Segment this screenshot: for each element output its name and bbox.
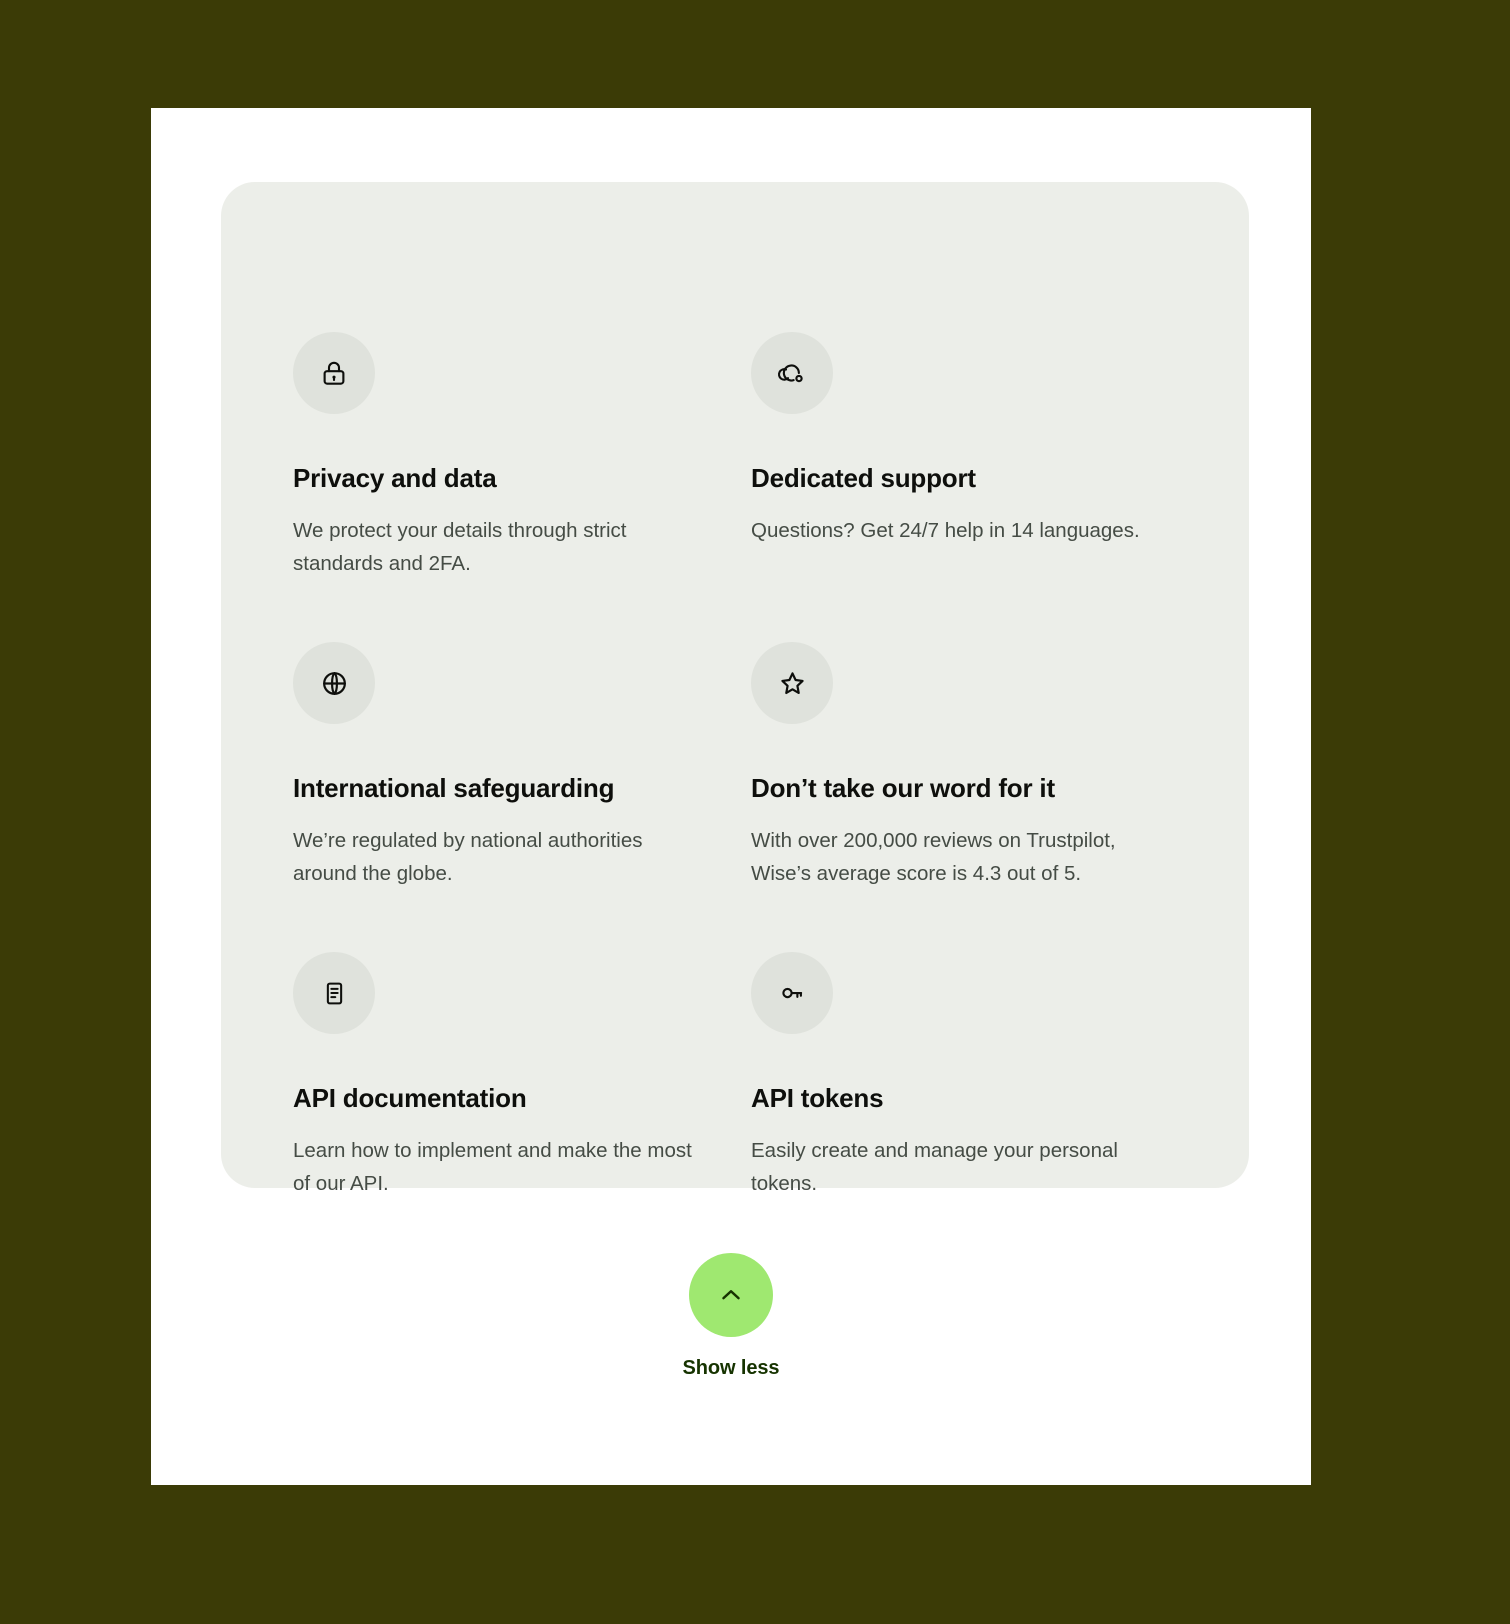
key-icon bbox=[751, 952, 833, 1034]
lock-icon bbox=[293, 332, 375, 414]
feature-privacy-and-data bbox=[293, 332, 751, 642]
feature-title: API documentation bbox=[293, 1083, 527, 1113]
content-sheet bbox=[151, 108, 1311, 1485]
feature-dont-take-our-word-for-it bbox=[751, 642, 1193, 952]
feature-dedicated-support bbox=[751, 332, 1193, 642]
feature-description: Questions? Get 24/7 help in 14 languages. bbox=[751, 519, 1140, 542]
features-card bbox=[221, 182, 1249, 1195]
feature-api-tokens bbox=[751, 952, 1193, 1262]
feature-description: With over 200,000 reviews on Trustpilot, Wise’s average score is 4.3 out of 5. bbox=[751, 829, 1116, 885]
features-grid bbox=[293, 182, 1193, 1195]
feature-title: International safeguarding bbox=[293, 773, 615, 803]
show-less-section bbox=[151, 1253, 1311, 1380]
chevron-up-icon bbox=[716, 1280, 746, 1310]
show-less-label[interactable]: Show less bbox=[682, 1357, 780, 1379]
feature-title: API tokens bbox=[751, 1083, 884, 1113]
show-less-button[interactable] bbox=[689, 1253, 773, 1337]
feature-title: Privacy and data bbox=[293, 463, 497, 493]
feature-title: Don’t take our word for it bbox=[751, 773, 1055, 803]
document-list-icon bbox=[293, 952, 375, 1034]
star-icon bbox=[751, 642, 833, 724]
feature-description: We protect your details through strict standards and 2FA. bbox=[293, 519, 627, 575]
feature-api-documentation bbox=[293, 952, 751, 1262]
globe-icon bbox=[293, 642, 375, 724]
feature-description: Learn how to implement and make the most of our API. bbox=[293, 1139, 692, 1195]
headset-support-icon bbox=[751, 332, 833, 414]
feature-title: Dedicated support bbox=[751, 463, 976, 493]
feature-international-safeguarding bbox=[293, 642, 751, 952]
feature-description: We’re regulated by national authorities around the globe. bbox=[293, 829, 643, 885]
feature-description: Easily create and manage your personal tokens. bbox=[751, 1139, 1118, 1195]
